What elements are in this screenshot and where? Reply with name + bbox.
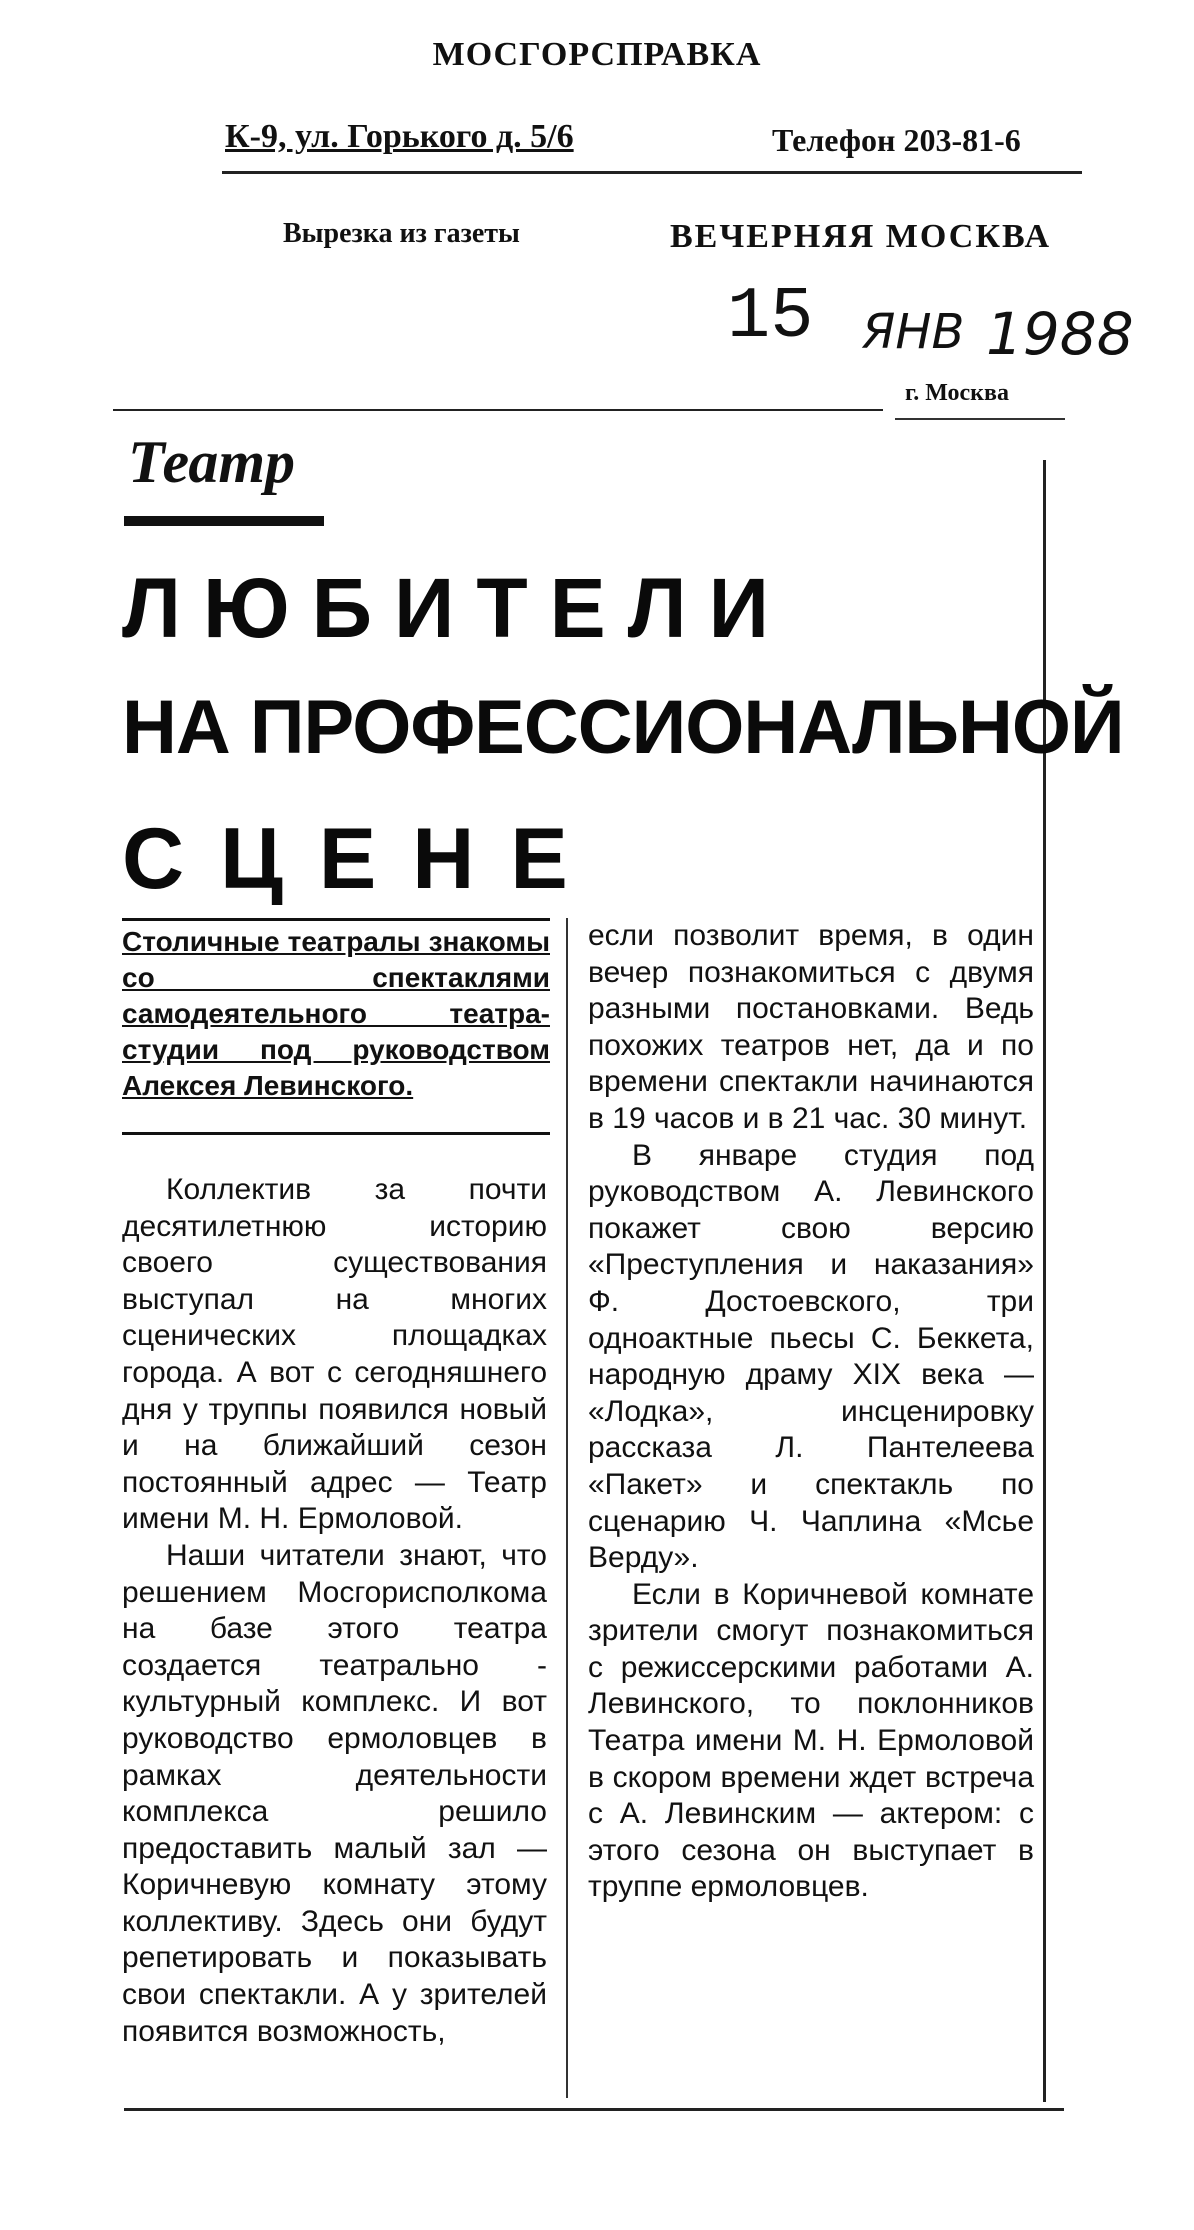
header-rule — [222, 171, 1082, 174]
clipping-rule — [113, 409, 883, 411]
stamp-city: г. Москва — [905, 380, 1009, 406]
rubric-underline — [124, 516, 324, 526]
lead-rule-bottom — [122, 1132, 550, 1135]
headline-line-1: ЛЮБИТЕЛИ — [122, 561, 791, 655]
column-divider — [566, 918, 568, 2098]
article-rubric: Театр — [128, 429, 295, 495]
article-lead: Столичные театралы знакомы со спектаклями самодеятельного театра-студии под руководством Алексея Левинского. — [122, 926, 550, 1101]
lead-rule-top — [122, 918, 550, 921]
headline-line-2: НА ПРОФЕССИОНАЛЬНОЙ — [122, 685, 1124, 770]
agency-address: К-9, ул. Горького д. 5/6 — [225, 118, 574, 155]
paragraph: В январе студия под руководством А. Левинского покажет свою версию «Преступления и наказания» Ф. Достоевского, три одноактные пьесы С. Беккета, народную драму XIX века — «Лодка», инсценировку рассказа Л. Пантелеева «Пакет» и спектакль по сценарию Ч. Чаплина «Мсье Верду». — [588, 1138, 1034, 1575]
clipping-bottom-rule — [124, 2108, 1064, 2111]
clipping-rule-short — [895, 418, 1065, 420]
article-column-right — [588, 918, 1034, 1906]
paragraph: Наши читатели знают, что решением Мосгорисполкома на базе этого театра создается театрально - культурный комплекс. И вот руководство ермоловцев в рамках деятельности комплекса решило предоставить малый зал — Коричневую комнату этому коллективу. Здесь они будут репетировать и показывать свои спектакли. А у зрителей появится возможность, — [122, 1538, 547, 2048]
agency-name: МОСГОРСПРАВКА — [432, 36, 762, 73]
newspaper-name: ВЕЧЕРНЯЯ МОСКВА — [670, 218, 1052, 255]
paragraph: Если в Коричневой комнате зрители смогут познакомиться с режиссерскими работами А. Левинского, то поклонников Театра имени М. Н. Ермоловой в скором времени ждет встреча с А. Левинским — актером: с этого сезона он выступает в труппе ермоловцев. — [588, 1577, 1034, 1904]
paragraph: Коллектив за почти десятилетнюю историю своего существования выступал на многих сценических площадках города. А вот с сегодняшнего дня у труппы появился новый и на ближайший сезон постоянный адрес — Театр имени М. Н. Ермоловой. — [122, 1173, 547, 1536]
clipping-label: Вырезка из газеты — [283, 218, 520, 249]
headline-line-3: СЦЕНЕ — [122, 811, 604, 907]
paragraph-continued: если позволит время, в один вечер познакомиться с двумя разными постановками. Ведь похожих театров нет, да и по времени спектакли начинаются в 19 часов и в 21 час. 30 минут. — [588, 919, 1034, 1135]
stamp-month: ЯНВ — [862, 304, 965, 360]
stamp-year: 1988 — [986, 300, 1134, 368]
agency-phone: Телефон 203-81-6 — [772, 122, 1021, 158]
article-column-left — [122, 1172, 547, 2050]
stamp-day: 15 — [727, 276, 814, 358]
